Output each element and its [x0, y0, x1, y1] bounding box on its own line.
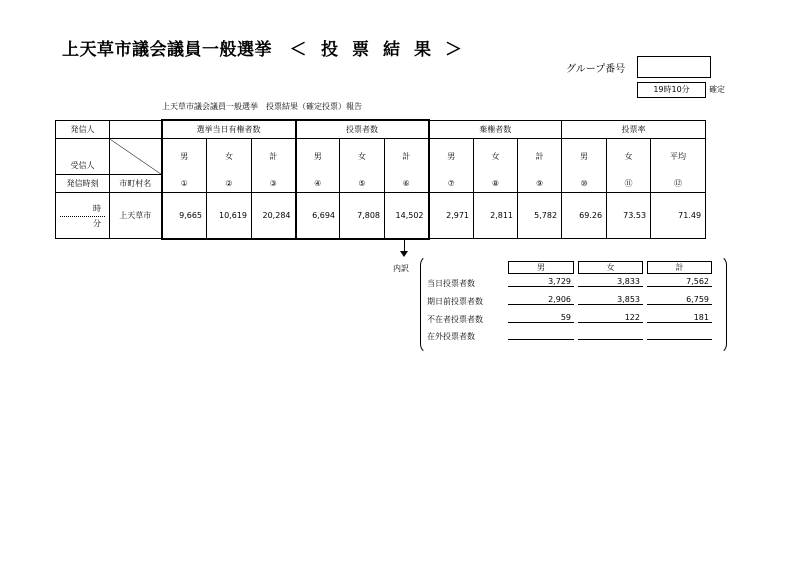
group-number-label: グループ番号	[566, 64, 626, 75]
sub-0: 男	[162, 139, 207, 175]
value-8: 5,782	[518, 193, 562, 239]
value-5: 14,502	[385, 193, 429, 239]
breakdown-value: 7,562	[647, 276, 712, 287]
header-row-marks	[56, 175, 706, 193]
value-10: 73.53	[607, 193, 651, 239]
sub-3: 男	[296, 139, 340, 175]
value-11: 71.49	[651, 193, 706, 239]
confirmed-label: 確定	[709, 85, 725, 94]
municipality-name: 上天草市	[110, 193, 162, 239]
breakdown-value: 59	[508, 312, 574, 323]
value-9: 69.26	[562, 193, 607, 239]
mark-3: ④	[296, 175, 340, 193]
breakdown-value: 2,906	[508, 294, 574, 305]
sender-label: 発信人	[56, 120, 110, 139]
page-title: 上天草市議会議員一般選挙 ＜ 投票結果＞	[62, 40, 463, 60]
breakdown-row-label: 在外投票者数	[427, 332, 475, 341]
breakdown-row-label: 当日投票者数	[427, 279, 475, 288]
group-turnout: 投票率	[562, 120, 706, 139]
sub-11: 平均	[651, 139, 706, 175]
sub-2: 計	[252, 139, 296, 175]
data-row	[56, 193, 706, 239]
breakdown-header-total: 計	[647, 261, 712, 274]
breakdown-row-label: 期日前投票者数	[427, 297, 483, 306]
value-6: 2,971	[429, 193, 474, 239]
send-time-label: 発信時刻	[56, 175, 110, 193]
breakdown-value	[508, 329, 574, 340]
report-time: 19時10分	[637, 82, 706, 98]
breakdown-value: 122	[578, 312, 643, 323]
hour-label: 時	[93, 203, 101, 213]
breakdown-value: 3,853	[578, 294, 643, 305]
group-voters: 投票者数	[296, 120, 429, 139]
mark-9: ⑩	[562, 175, 607, 193]
header-row-sub	[56, 139, 706, 175]
mark-2: ③	[252, 175, 296, 193]
sub-7: 女	[474, 139, 518, 175]
mark-4: ⑤	[340, 175, 385, 193]
sender-value	[110, 120, 162, 139]
breakdown-header-female: 女	[578, 261, 643, 274]
sub-5: 計	[385, 139, 429, 175]
time-cell	[56, 193, 110, 239]
value-0: 9,665	[162, 193, 207, 239]
results-table	[55, 119, 706, 240]
receiver-label: 受信人	[56, 139, 110, 175]
mark-1: ②	[207, 175, 252, 193]
breakdown-value: 3,833	[578, 276, 643, 287]
mark-5: ⑥	[385, 175, 429, 193]
sub-6: 男	[429, 139, 474, 175]
mark-6: ⑦	[429, 175, 474, 193]
breakdown-value: 3,729	[508, 276, 574, 287]
sub-10: 女	[607, 139, 651, 175]
receiver-diagonal	[110, 139, 162, 175]
group-abstain: 棄権者数	[429, 120, 562, 139]
sub-9: 男	[562, 139, 607, 175]
value-3: 6,694	[296, 193, 340, 239]
arrow-line	[404, 238, 405, 252]
mark-7: ⑧	[474, 175, 518, 193]
breakdown-header-male: 男	[508, 261, 574, 274]
minute-label: 分	[93, 218, 101, 228]
breakdown-value	[647, 329, 712, 340]
header-row-groups	[56, 120, 706, 139]
municipality-header: 市町村名	[110, 175, 162, 193]
arrow-down-icon	[400, 251, 408, 257]
group-number-box	[637, 56, 711, 78]
mark-0: ①	[162, 175, 207, 193]
breakdown-value: 6,759	[647, 294, 712, 305]
group-eligible: 選挙当日有権者数	[162, 120, 296, 139]
breakdown-value	[578, 329, 643, 340]
breakdown-label: 内訳	[393, 264, 409, 273]
value-4: 7,808	[340, 193, 385, 239]
breakdown-row-label: 不在者投票者数	[427, 315, 483, 324]
value-7: 2,811	[474, 193, 518, 239]
mark-8: ⑨	[518, 175, 562, 193]
breakdown-value: 181	[647, 312, 712, 323]
sub-8: 計	[518, 139, 562, 175]
value-1: 10,619	[207, 193, 252, 239]
mark-10: ⑪	[607, 175, 651, 193]
sub-4: 女	[340, 139, 385, 175]
value-2: 20,284	[252, 193, 296, 239]
mark-11: ⑫	[651, 175, 706, 193]
sub-1: 女	[207, 139, 252, 175]
report-title: 上天草市議会議員一般選挙 投票結果（確定投票）報告	[162, 102, 362, 111]
